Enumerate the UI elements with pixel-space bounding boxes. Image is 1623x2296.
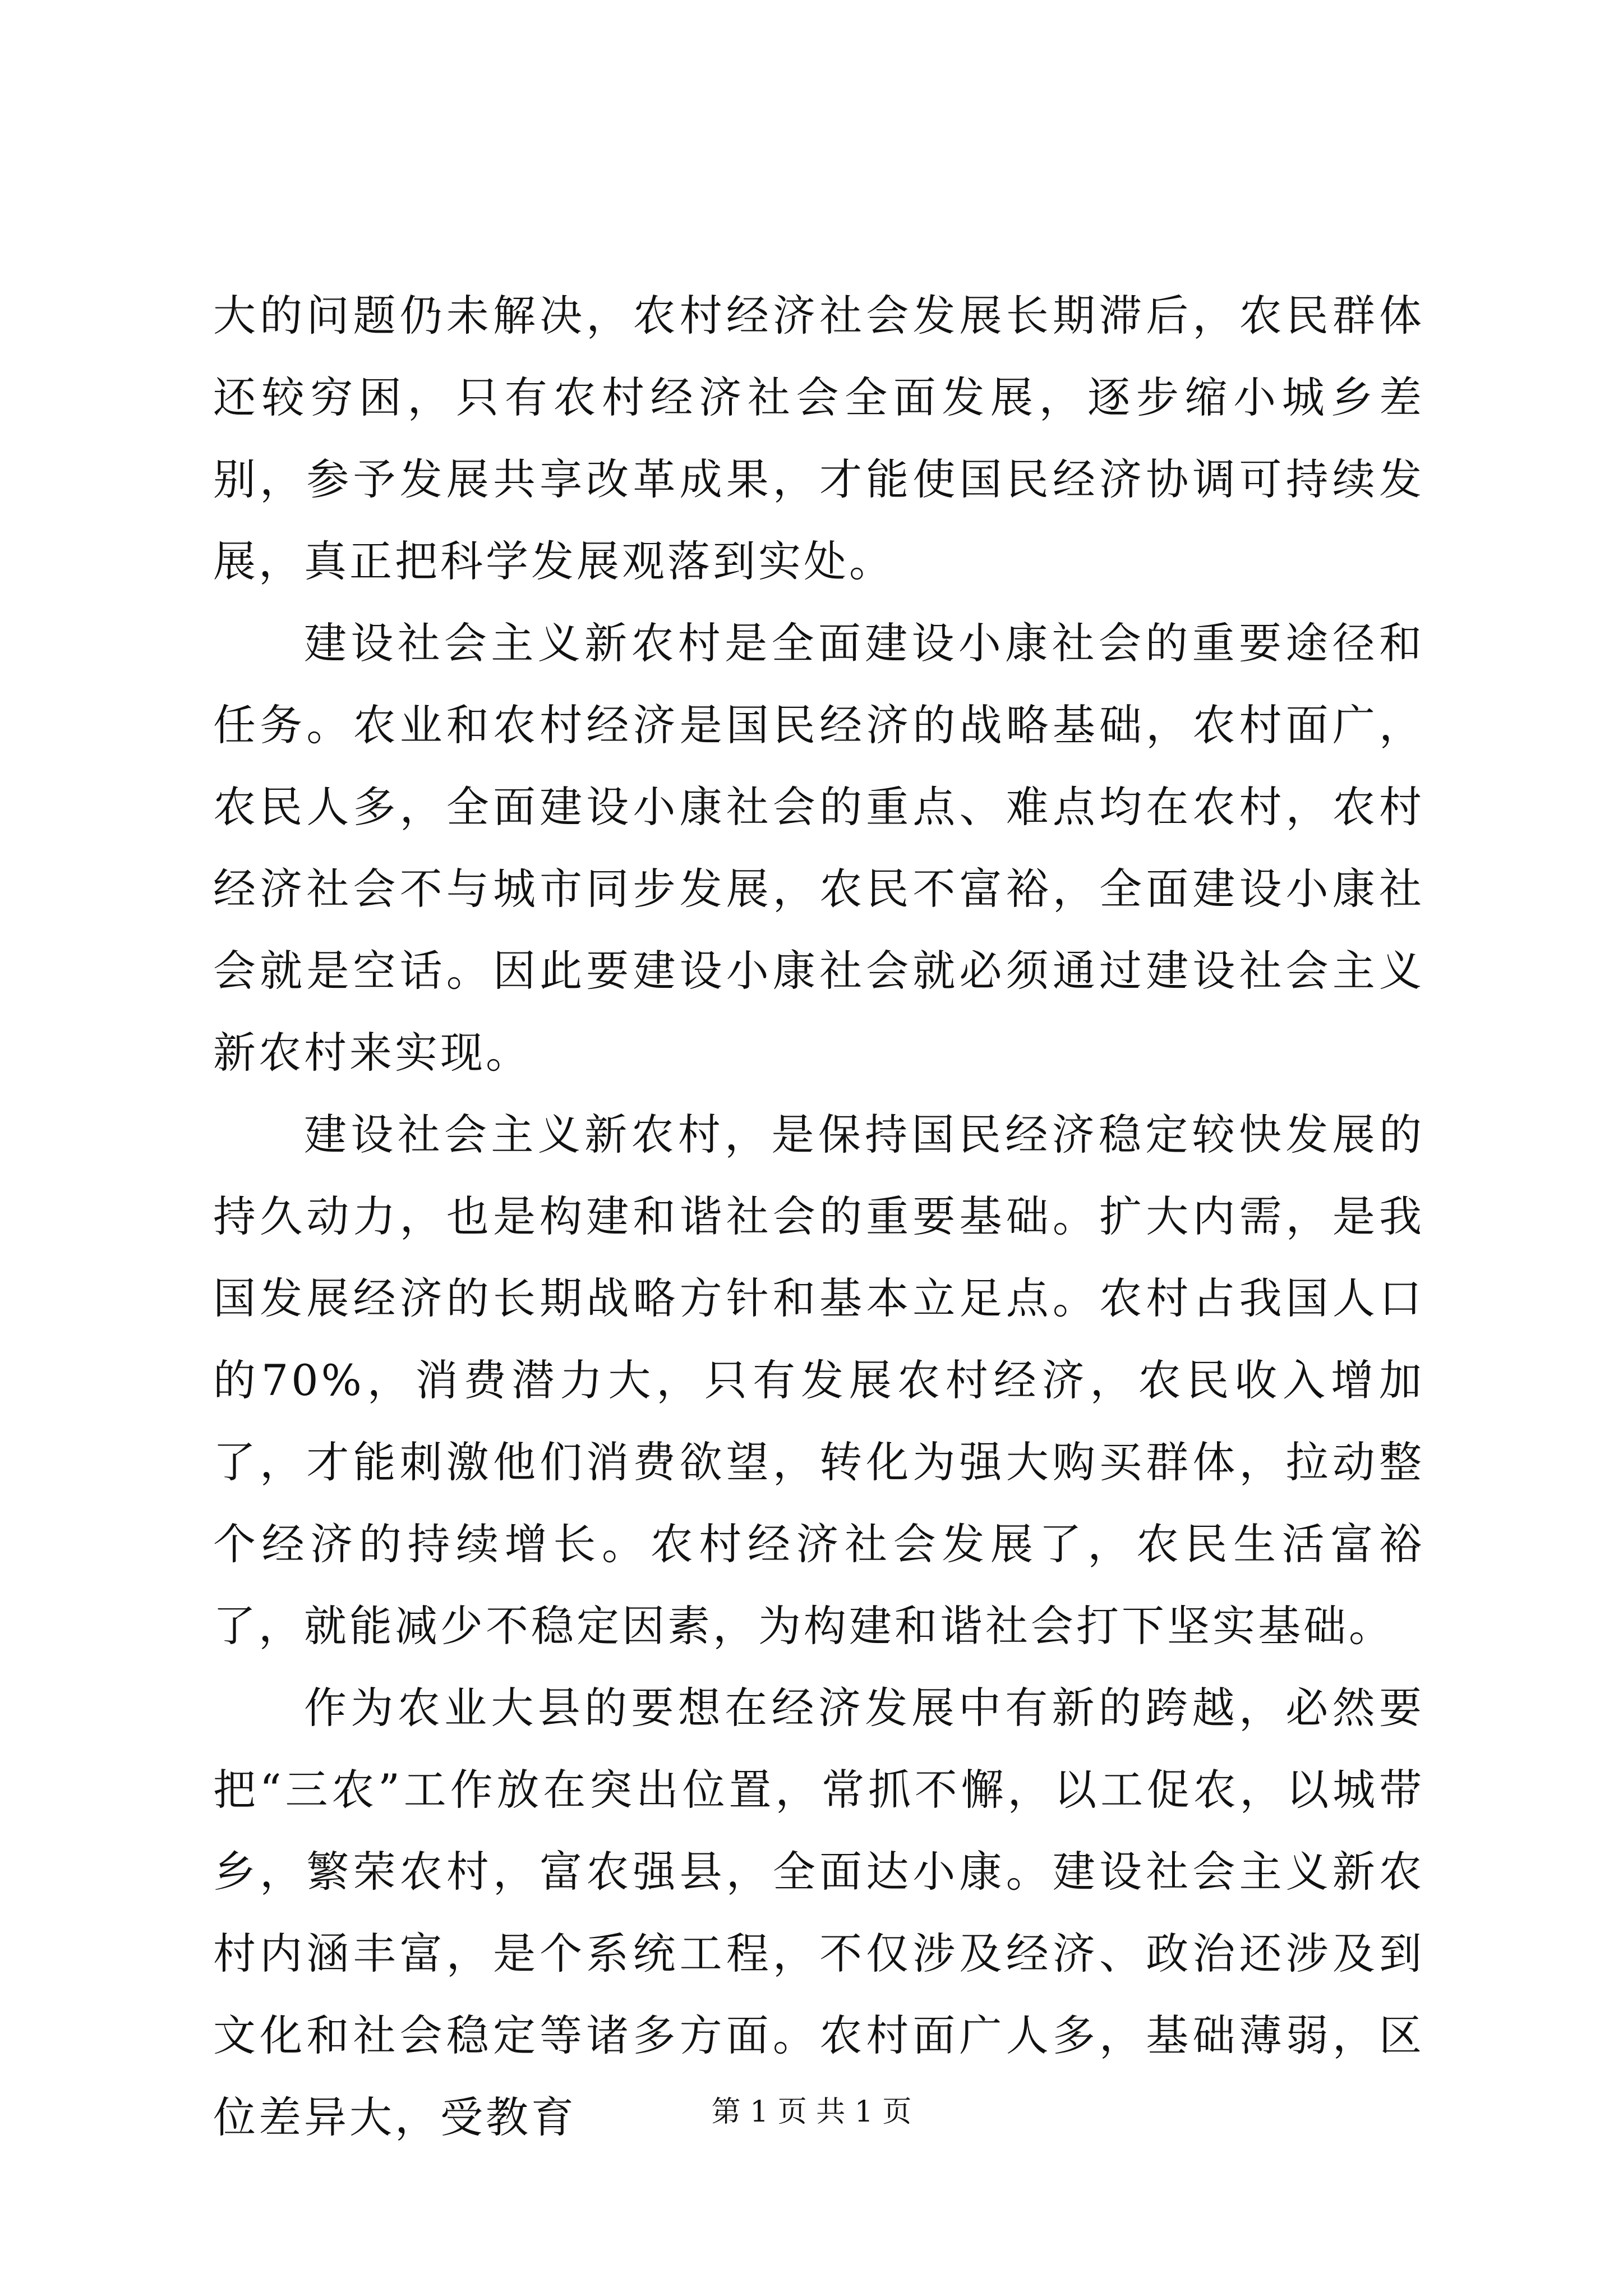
document-body <box>213 275 1424 2159</box>
paragraph-3: 建设社会主义新农村，是保持国民经济稳定较快发展的持久动力，也是构建和谐社会的重要基础。扩大内需，是我国发展经济的长期战略方针和基本立足点。农村占我国人口的70%，消费潜力大，只有发展农村经济，农民收入增加了，才能刺激他们消费欲望，转化为强大购买群体，拉动整个经济的持续增长。农村经济社会发展了，农民生活富裕了，就能减少不稳定因素，为构建和谐社会打下坚实基础。 <box>213 1110 1424 1651</box>
paragraph-2: 建设社会主义新农村是全面建设小康社会的重要途径和任务。农业和农村经济是国民经济的战略基础，农村面广，农民人多，全面建设小康社会的重点、难点均在农村，农村经济社会不与城市同步发展，农民不富裕，全面建设小康社会就是空话。因此要建设小康社会就必须通过建设社会主义新农村来实现。 <box>213 618 1424 1078</box>
paragraph-4: 作为农业大县的要想在经济发展中有新的跨越，必然要把“三农”工作放在突出位置，常抓不懈，以工促农，以城带乡，繁荣农村，富农强县，全面达小康。建设社会主义新农村内涵丰富，是个系统工程，不仅涉及经济、政治还涉及到文化和社会稳定等诸多方面。农村面广人多，基础薄弱，区位差异大，受教育 <box>213 1683 1424 2142</box>
page-footer: 第 1 页 共 1 页 <box>711 2095 912 2129</box>
paragraph-1: 大的问题仍未解决，农村经济社会发展长期滞后，农民群体还较穷困，只有农村经济社会全面发展，逐步缩小城乡差别，参予发展共享改革成果，才能使国民经济协调可持续发展，真正把科学发展观落到实处。 <box>213 291 1424 586</box>
